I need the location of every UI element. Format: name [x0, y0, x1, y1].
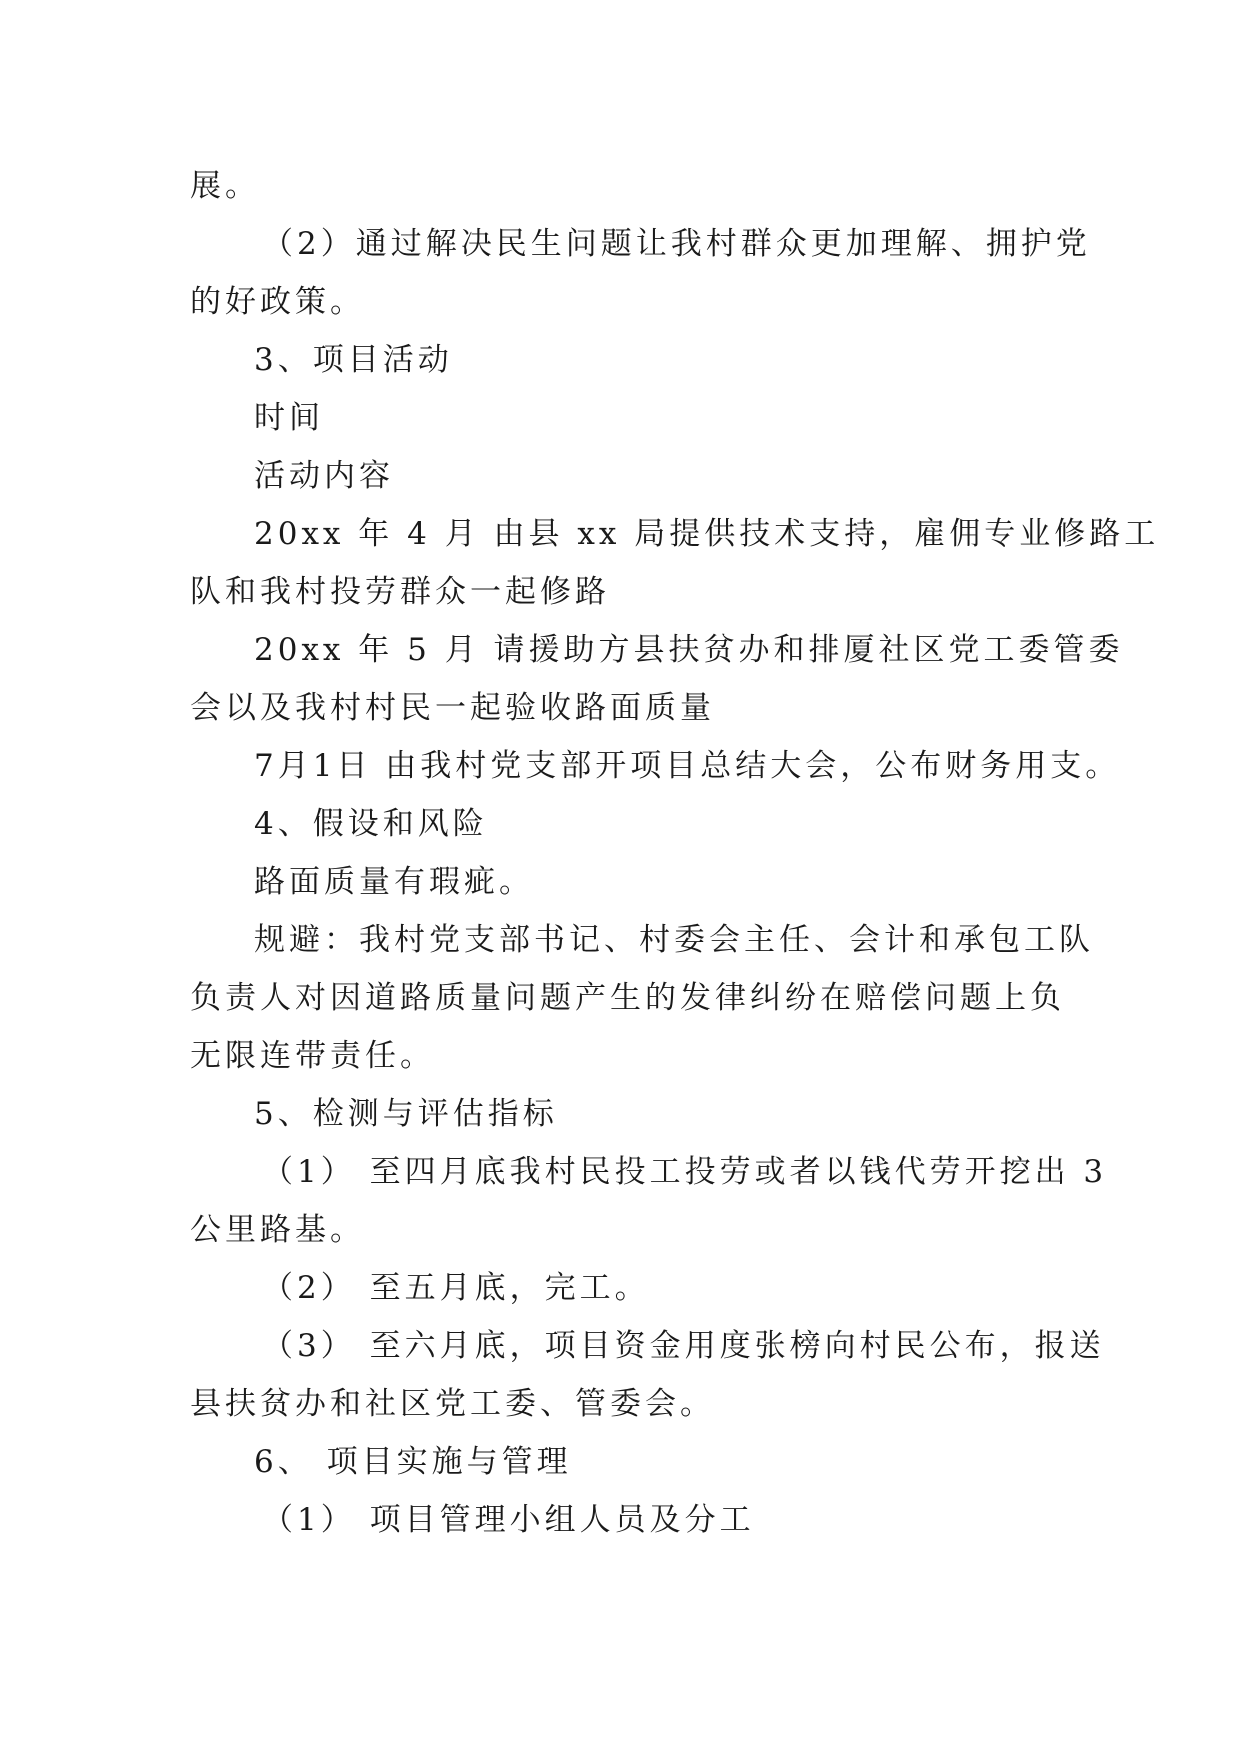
- activity-row: 20xx 年 5 月 请援助方县扶贫办和排厦社区党工委管委: [254, 632, 1124, 668]
- paragraph-line: （1） 项目管理小组人员及分工: [262, 1502, 755, 1538]
- section-heading: 5、检测与评估指标: [254, 1096, 558, 1132]
- activity-row: 会以及我村村民一起验收路面质量: [190, 690, 715, 726]
- activity-row: 20xx 年 4 月 由县 xx 局提供技术支持，雇佣专业修路工: [254, 516, 1160, 552]
- paragraph-line: 无限连带责任。: [190, 1038, 435, 1074]
- table-header: 时间: [254, 400, 324, 436]
- indicator-item: 县扶贫办和社区党工委、管委会。: [190, 1386, 715, 1422]
- table-header: 活动内容: [254, 458, 394, 494]
- paragraph-line: 的好政策。: [190, 284, 365, 320]
- indicator-item: （3） 至六月底，项目资金用度张榜向村民公布，报送: [262, 1328, 1105, 1364]
- indicator-item: （2） 至五月底，完工。: [262, 1270, 650, 1306]
- indicator-item: 公里路基。: [190, 1212, 365, 1248]
- paragraph-line: 负责人对因道路质量问题产生的发律纠纷在赔偿问题上负: [190, 980, 1065, 1016]
- activity-row: 队和我村投劳群众一起修路: [190, 574, 610, 610]
- paragraph-line: 展。: [190, 168, 260, 204]
- section-heading: 6、 项目实施与管理: [254, 1444, 572, 1480]
- paragraph-line: 规避：我村党支部书记、村委会主任、会计和承包工队: [254, 922, 1094, 958]
- indicator-item: （1） 至四月底我村民投工投劳或者以钱代劳开挖出 3: [262, 1154, 1108, 1190]
- section-heading: 3、项目活动: [254, 342, 453, 378]
- paragraph-line: （2）通过解决民生问题让我村群众更加理解、拥护党: [262, 226, 1091, 262]
- section-heading: 4、假设和风险: [254, 806, 488, 842]
- paragraph-line: 路面质量有瑕疵。: [254, 864, 534, 900]
- activity-row: 7月1日 由我村党支部开项目总结大会，公布财务用支。: [254, 748, 1121, 784]
